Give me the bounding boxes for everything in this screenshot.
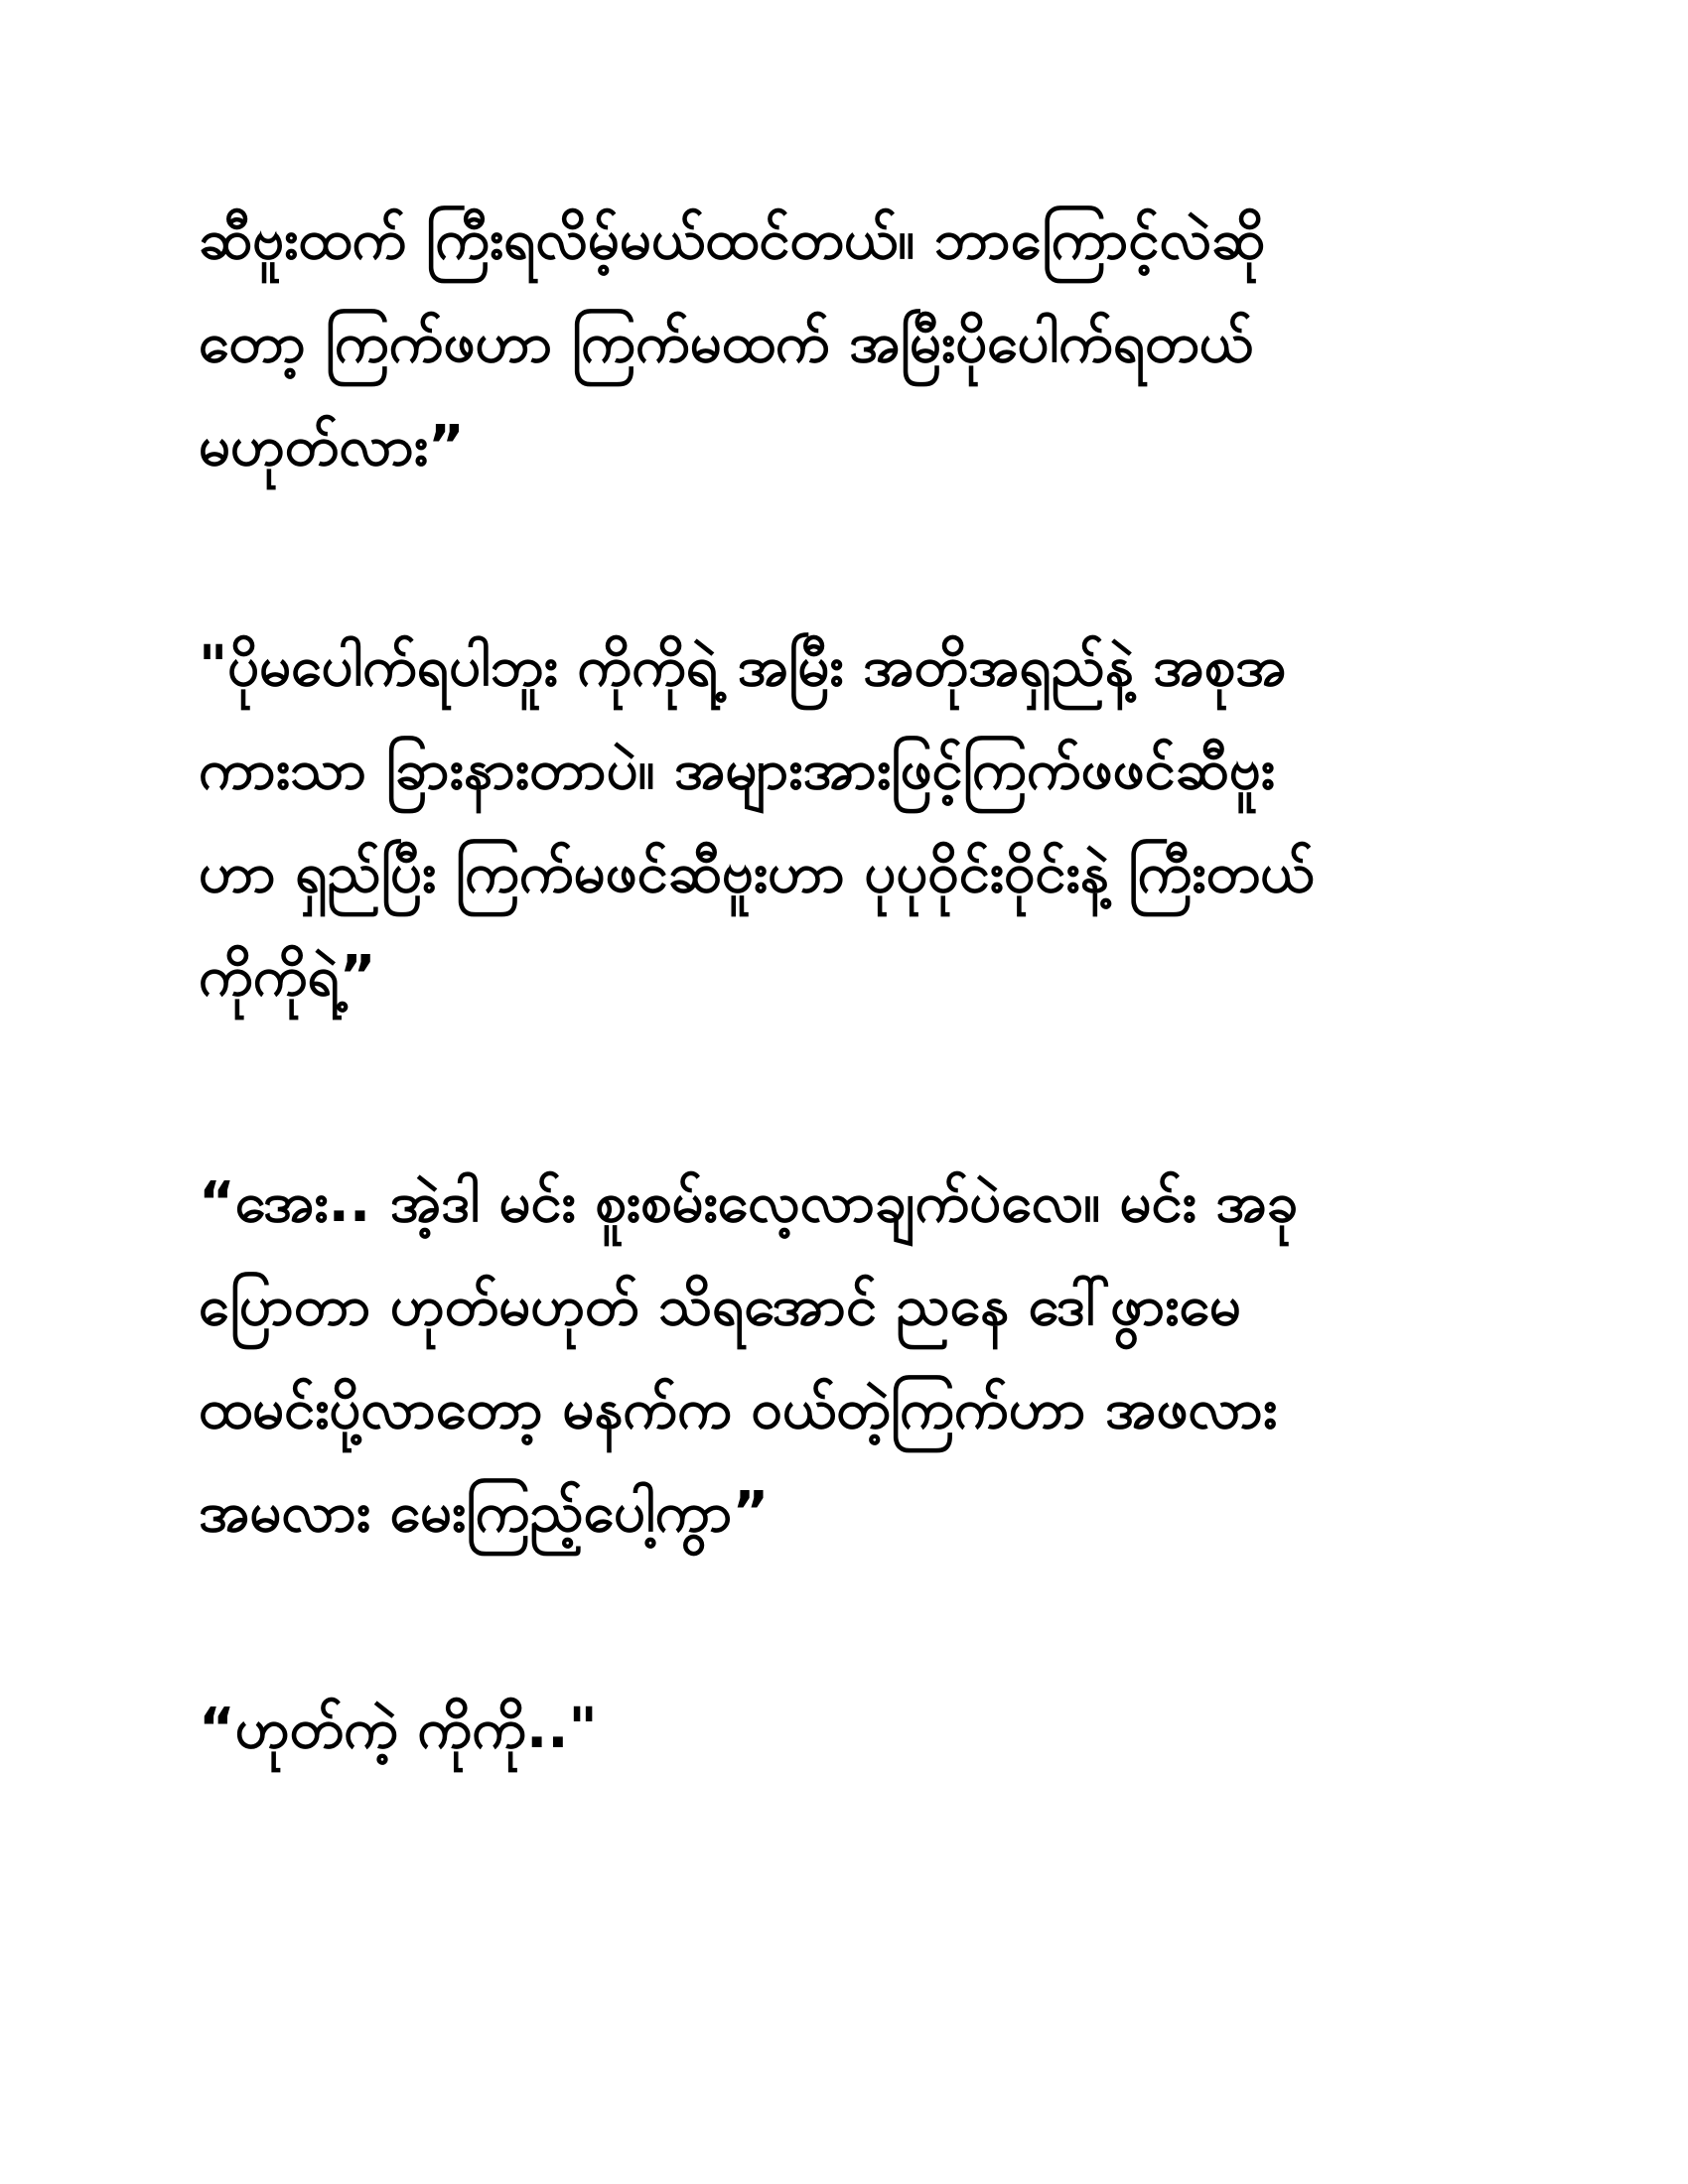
text-line: အမလား မေးကြည့်ပေါ့ကွာ” <box>199 1480 770 1545</box>
text-line: တော့ ကြက်ဖဟာ ကြက်မထက် အမြီးပိုပေါက်ရတယ် <box>199 311 1254 375</box>
text-line: ကိုကိုရဲ့” <box>199 944 376 1009</box>
paragraph-4 <box>199 1678 1509 1781</box>
text-line: “အေး.. အဲ့ဒါ မင်း စူးစမ်းလေ့လာချက်ပဲလေ။ မင်း အခု <box>199 1170 1299 1235</box>
text-line: ဟာ ရှည်ပြီး ကြက်မဖင်ဆီဗူးဟာ ပုပုဝိုင်းဝိုင်းနဲ့ ကြီးတယ် <box>199 841 1315 905</box>
paragraph-2 <box>199 615 1509 1028</box>
text-line: မဟုတ်လား” <box>199 414 465 478</box>
text-line: ပြောတာ ဟုတ်မဟုတ် သိရအောင် ညနေ ဒေါ်ဖွားမေ <box>199 1274 1241 1338</box>
text-line: ဆီဗူးထက် ကြီးရလိမ့်မယ်ထင်တယ်။ ဘာကြောင့်လဲဆို <box>199 207 1266 272</box>
paragraph-3 <box>199 1152 1509 1565</box>
text-line: "ပိုမပေါက်ရပါဘူး ကိုကိုရဲ့ အမြီး အတိုအရှည်နဲ့ အစုအ <box>199 634 1287 699</box>
paragraph-1 <box>199 189 1509 498</box>
text-line: ထမင်းပို့လာတော့ မနက်က ဝယ်တဲ့ကြက်ဟာ အဖလား <box>199 1377 1278 1441</box>
text-line: ကားသာ ခြားနားတာပဲ။ အများအားဖြင့်ကြက်ဖဖင်ဆီဗူး <box>199 738 1276 802</box>
text-line: “ဟုတ်ကဲ့ ကိုကို.." <box>199 1697 598 1761</box>
